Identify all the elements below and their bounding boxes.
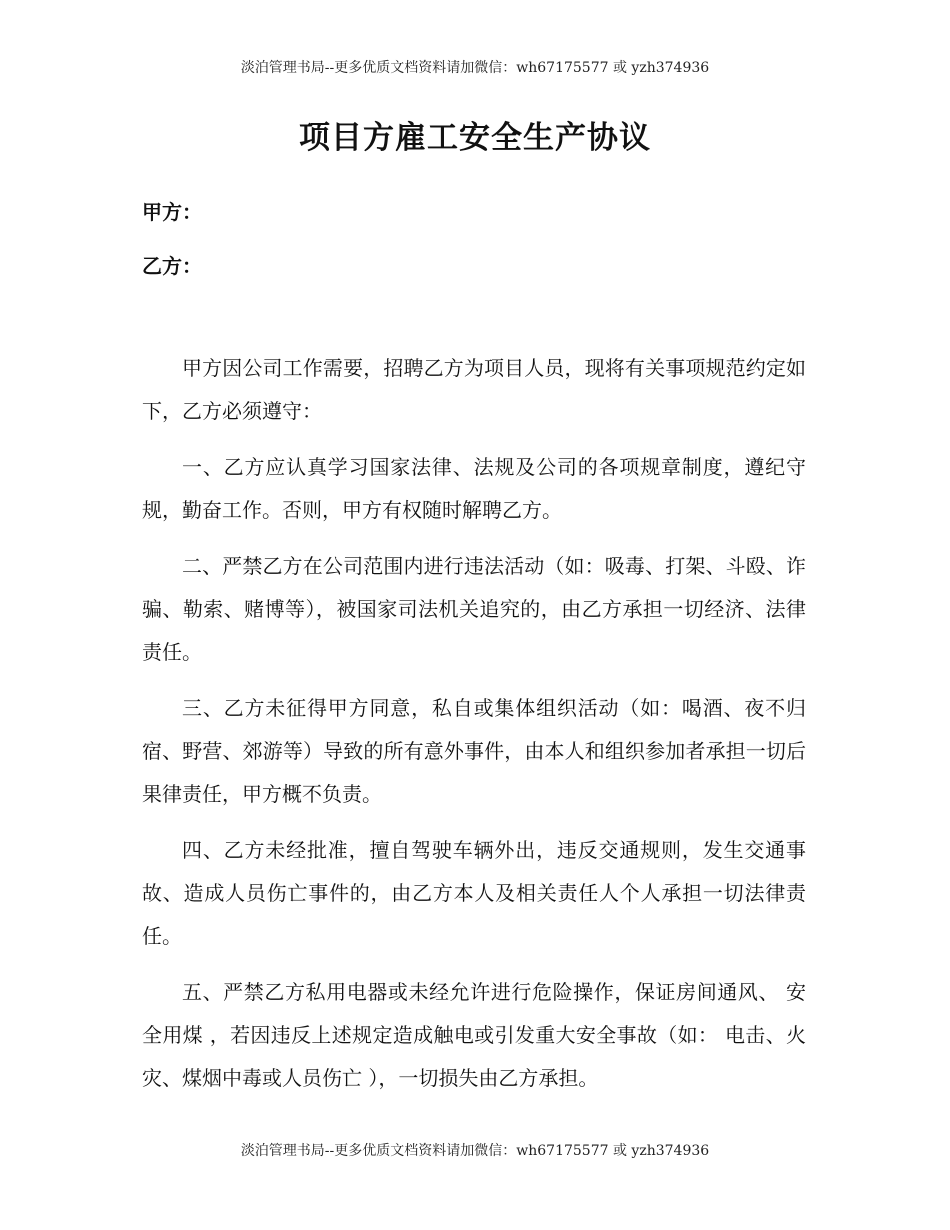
clause-3: 三、乙方未征得甲方同意，私自或集体组织活动（如：喝酒、夜不归宿、野营、郊游等）导致的所有意外事件，由本人和组织参加者承担一切后果律责任，甲方概不负责。 [142, 696, 806, 806]
clause-5: 五、严禁乙方私用电器或未经允许进行危险操作，保证房间通风、 安全用煤 ，若因违反上述规定造成触电或引发重大安全事故（如： 电击、火灾、煤烟中毒或人员伤亡 ），一切损失由乙方承担。 [142, 980, 806, 1090]
page-header: 淡泊管理书局--更多优质文档资料请加微信：wh67175577 或 yzh374936 [240, 60, 710, 76]
party-b-label: 乙方： [142, 254, 202, 278]
clause-1: 一、乙方应认真学习国家法律、法规及公司的各项规章制度，遵纪守规，勤奋工作。否则，甲方有权随时解聘乙方。 [142, 455, 806, 522]
page-footer: 淡泊管理书局--更多优质文档资料请加微信：wh67175577 或 yzh374936 [240, 1143, 710, 1159]
clause-2: 二、严禁乙方在公司范围内进行违法活动（如：吸毒、打架、斗殴、诈骗、勒索、赌博等），被国家司法机关追究的，由乙方承担一切经济、法律责任。 [142, 554, 806, 664]
clause-4: 四、乙方未经批准，擅自驾驶车辆外出，违反交通规则，发生交通事故、造成人员伤亡事件的，由乙方本人及相关责任人个人承担一切法律责任。 [142, 838, 806, 948]
party-a-label: 甲方： [142, 200, 202, 224]
agreement-body [142, 347, 806, 1113]
paragraph-intro: 甲方因公司工作需要，招聘乙方为项目人员，现将有关事项规范约定如下，乙方必须遵守： [142, 356, 806, 423]
document-title: 项目方雇工安全生产协议 [299, 120, 651, 156]
